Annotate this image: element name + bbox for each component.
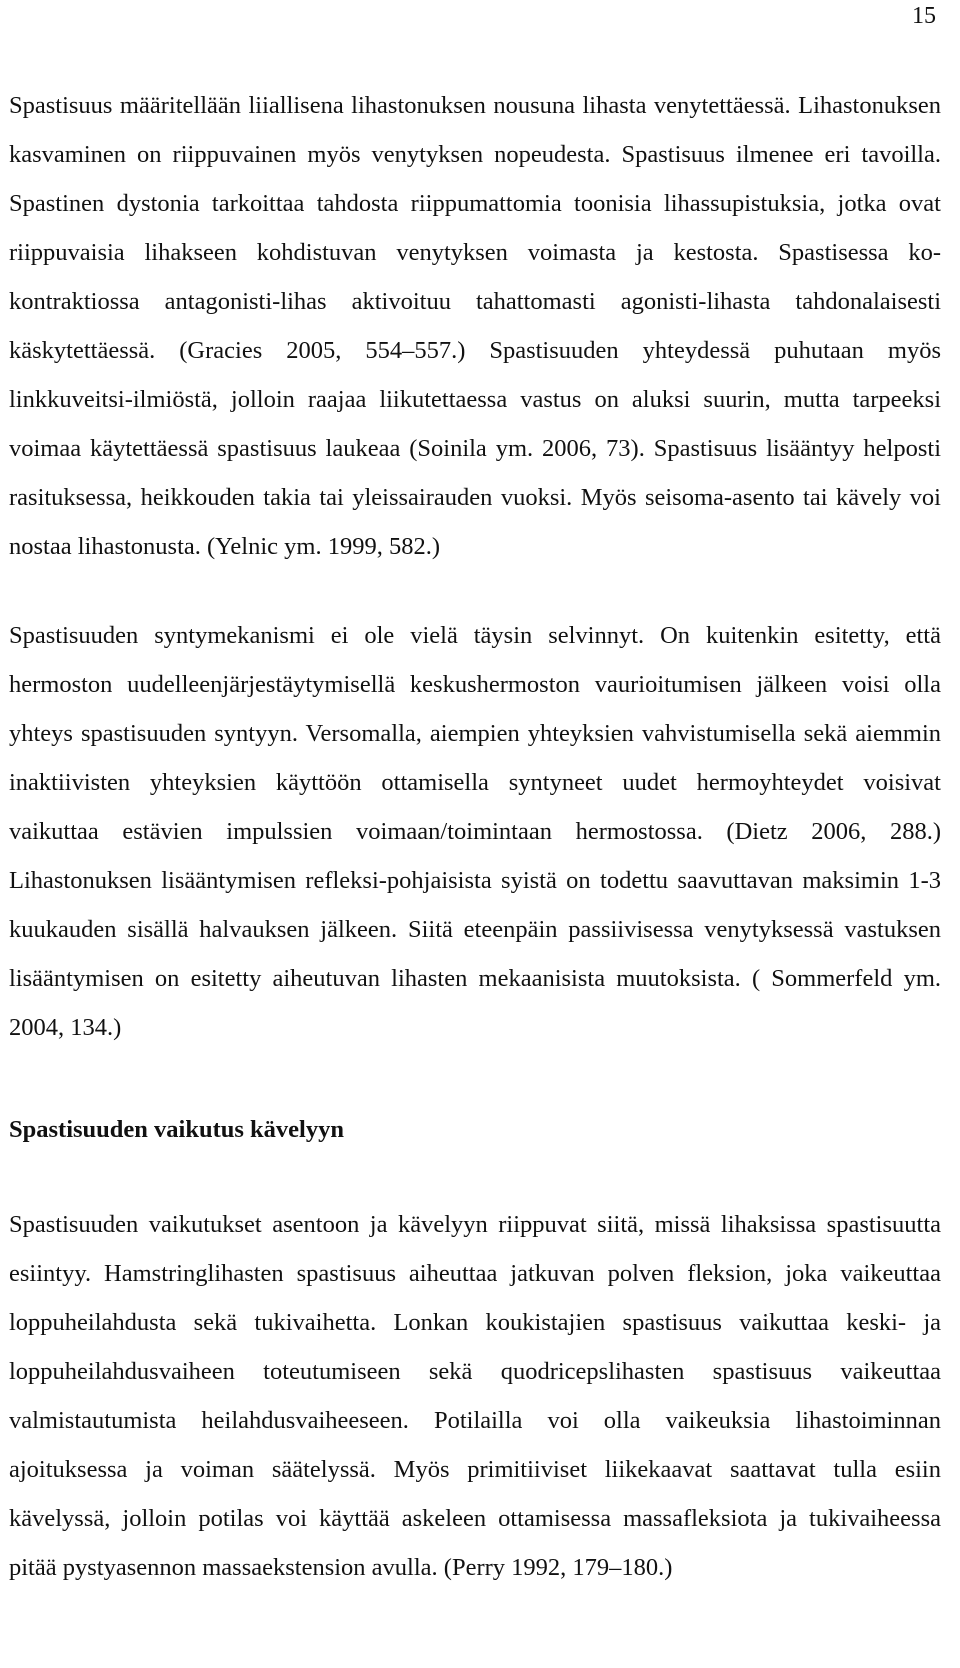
- section-heading: Spastisuuden vaikutus kävelyyn: [9, 1116, 344, 1143]
- paragraph-spasticity-definition: Spastisuus määritellään liiallisena lihastonuksen nousuna lihasta venytettäessä. Lihastonuksen kasvaminen on riippuvainen myös venytyksen nopeudesta. Spastisuus ilmenee eri tavoilla. Spastinen dystonia tarkoittaa tahdosta riippumattomia toonisia lihassupistuksia, jotka ovat riippuvaisia lihakseen kohdistuvan venytyksen voimasta ja kestosta. Spastisessa ko-kontraktiossa antagonisti-lihas aktivoituu tahattomasti agonisti-lihasta tahdonalaisesti käskytettäessä. (Gracies 2005, 554–557.) Spastisuuden yhteydessä puhutaan myös linkkuveitsi-ilmiöstä, jolloin raajaa liikutettaessa vastus on aluksi suurin, mutta tarpeeksi voimaa käytettäessä spastisuus laukeaa (Soinila ym. 2006, 73). Spastisuus lisääntyy helposti rasituksessa, heikkouden takia tai yleissairauden vuoksi. Myös seisoma-asento tai kävely voi nostaa lihastonusta. (Yelnic ym. 1999, 582.): [9, 92, 941, 560]
- page-number: 15: [912, 3, 936, 29]
- paragraph-spasticity-gait: Spastisuuden vaikutukset asentoon ja kävelyyn riippuvat siitä, missä lihaksissa spastisuutta esiintyy. Hamstringlihasten spastisuus aiheuttaa jatkuvan polven fleksion, joka vaikeuttaa loppuheilahdusta sekä tukivaihetta. Lonkan koukistajien spastisuus vaikuttaa keski- ja loppuheilahdusvaiheen toteutumiseen sekä quodricepslihasten spastisuus vaikeuttaa valmistautumista heilahdusvaiheeseen. Potilailla voi olla vaikeuksia lihastoiminnan ajoituksessa ja voiman säätelyssä. Myös primitiiviset liikekaavat saattavat tulla esiin kävelyssä, jolloin potilas voi käyttää askeleen ottamisessa massafleksiota ja tukivaiheessa pitää pystyasennon massaekstension avulla. (Perry 1992, 179–180.): [9, 1211, 941, 1581]
- page-content: [9, 81, 941, 1592]
- paragraph-spasticity-mechanism: Spastisuuden syntymekanismi ei ole vielä täysin selvinnyt. On kuitenkin esitetty, että hermoston uudelleenjärjestäytymisellä keskushermoston vaurioitumisen jälkeen voisi olla yhteys spastisuuden syntyyn. Versomalla, aiempien yhteyksien vahvistumisella sekä aiemmin inaktiivisten yhteyksien käyttöön ottamisella syntyneet uudet hermoyhteydet voisivat vaikuttaa estävien impulssien voimaan/toimintaan hermostossa. (Dietz 2006, 288.) Lihastonuksen lisääntymisen refleksi-pohjaisista syistä on todettu saavuttavan maksimin 1-3 kuukauden sisällä halvauksen jälkeen. Siitä eteenpäin passiivisessa venytyksessä vastuksen lisääntymisen on esitetty aiheutuvan lihasten mekaanisista muutoksista. ( Sommerfeld ym. 2004, 134.): [9, 622, 941, 1041]
